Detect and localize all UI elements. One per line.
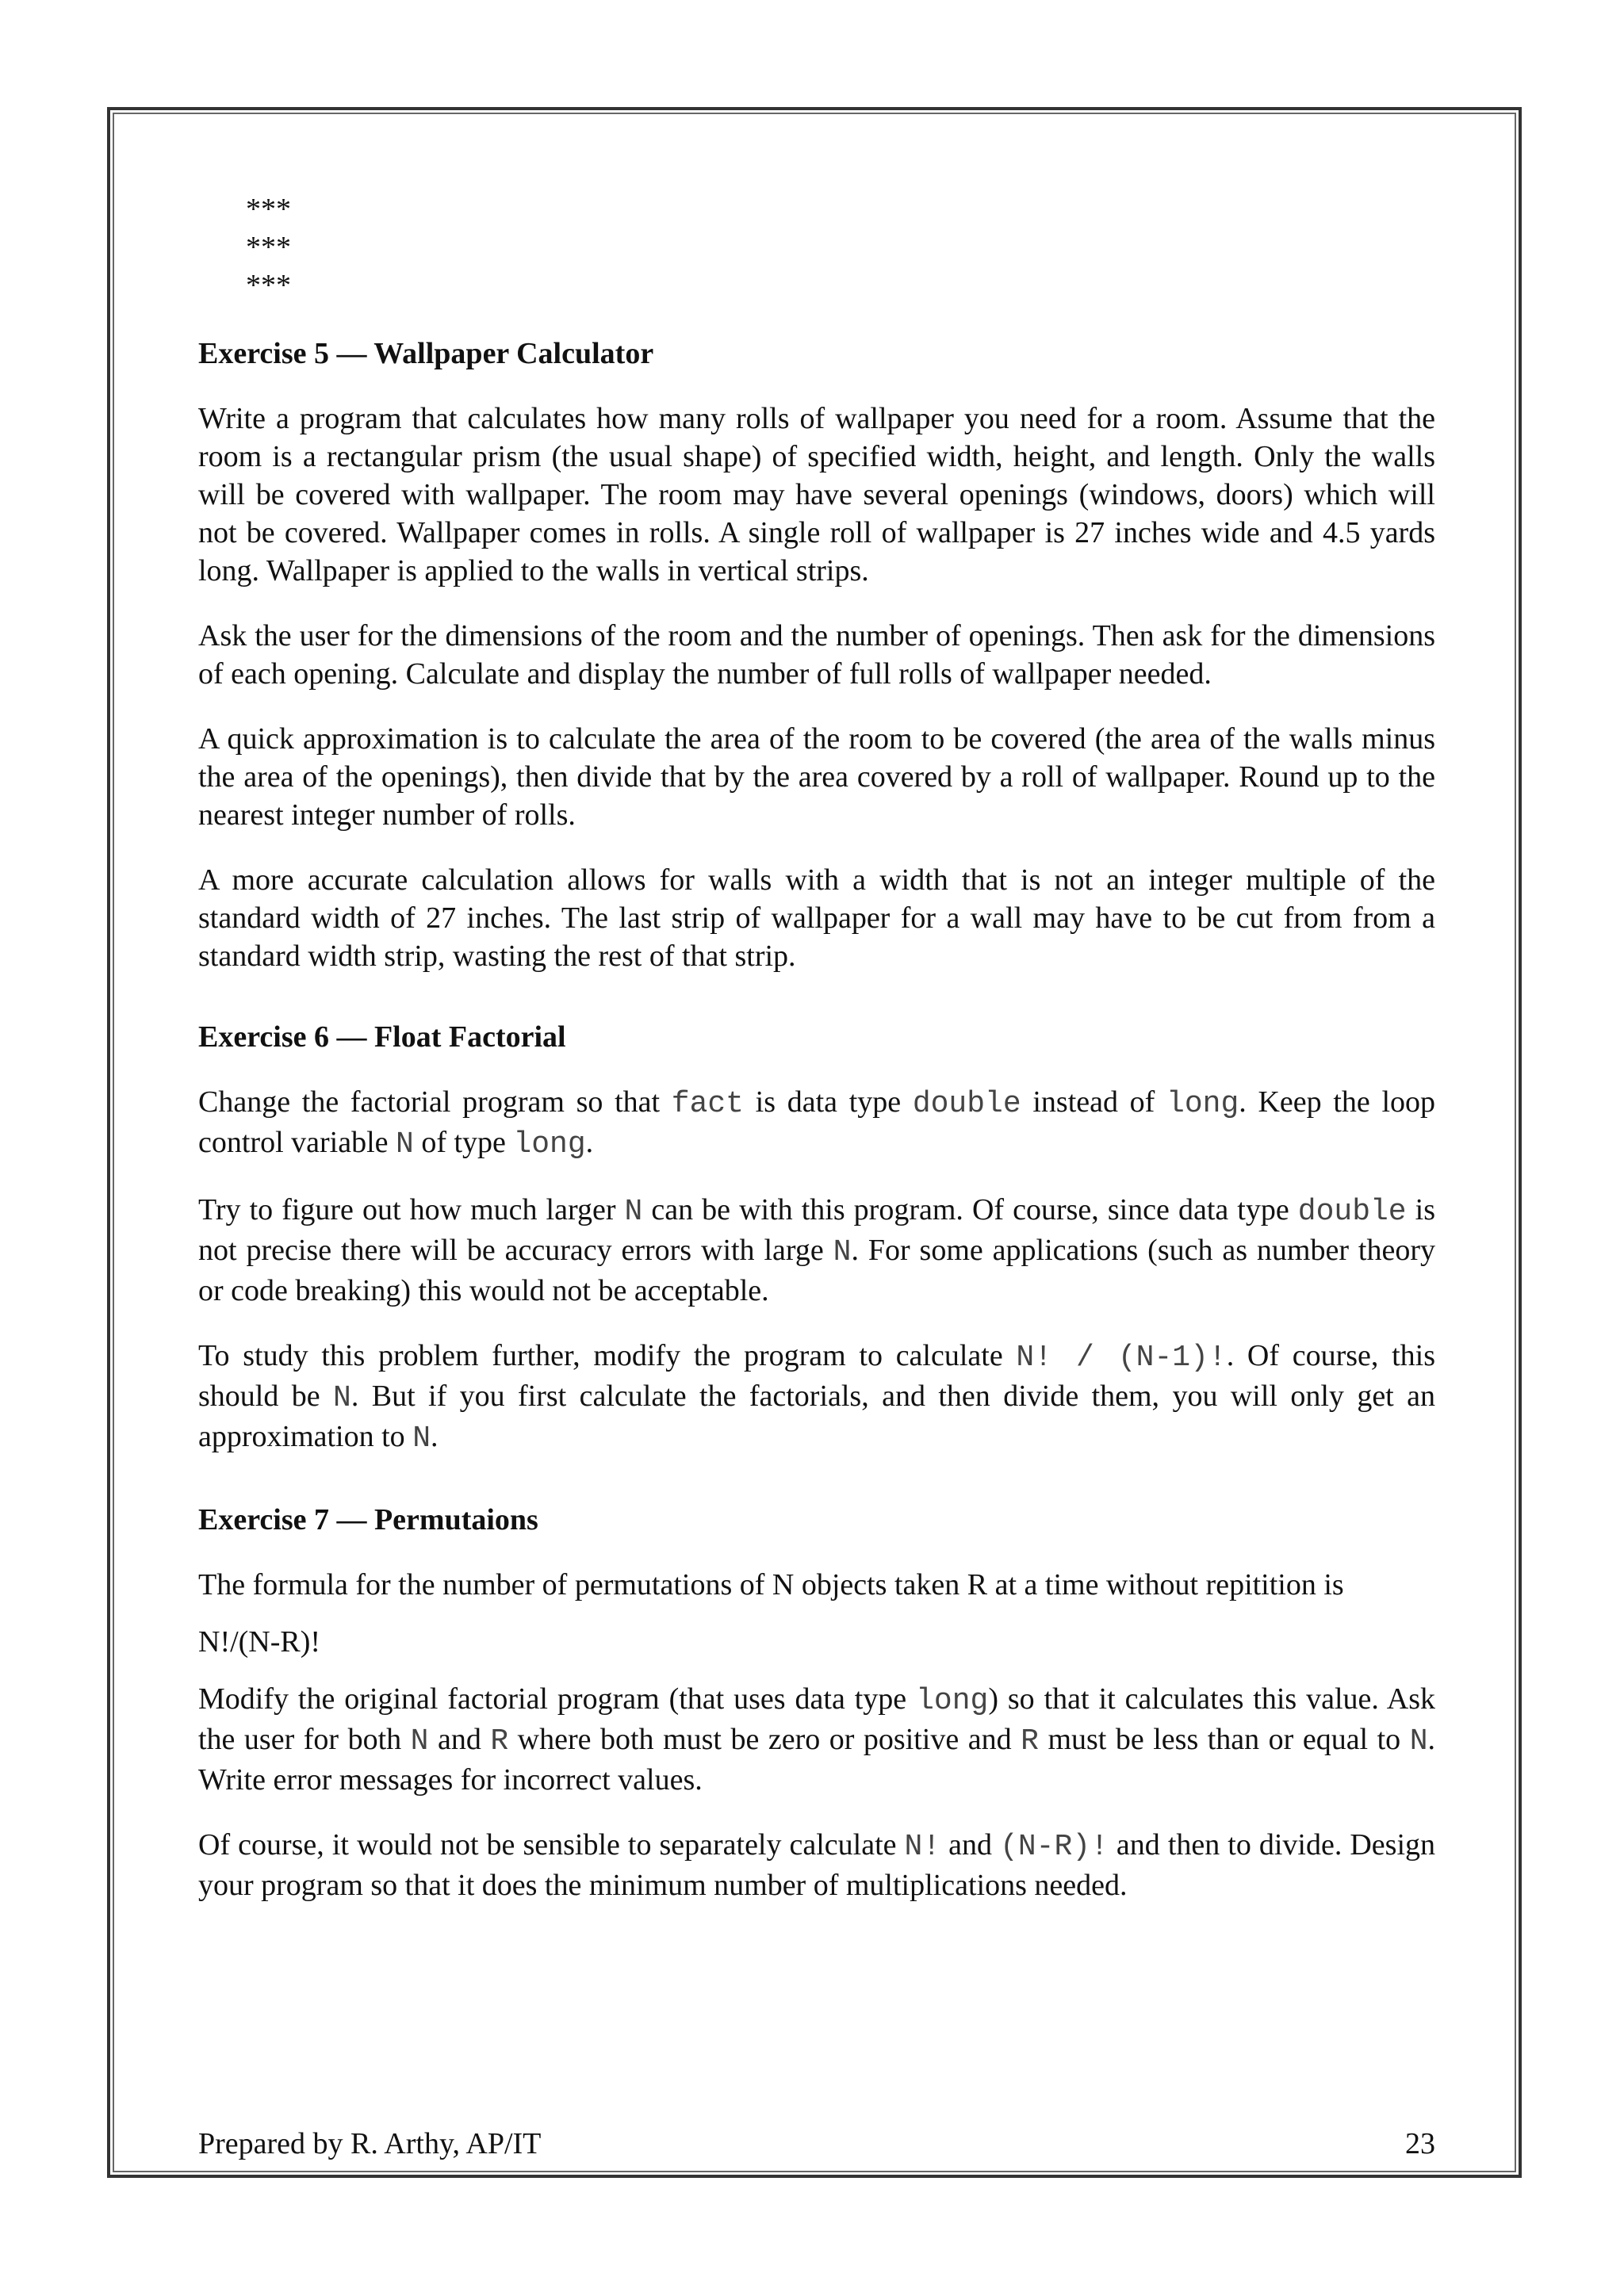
permutation-formula: N!/(N-R)! — [198, 1625, 321, 1659]
exercise-5-paragraph-3: A quick approximation is to calculate the area of the room to be covered (the area of the walls minus the area of the openings), then divide that by the area covered by a roll of wallpaper. Round up to the nearest integer number of rolls. — [198, 722, 1435, 832]
asterisk-line: *** — [246, 193, 291, 226]
code-term: N — [396, 1127, 414, 1161]
text: . Keep the loop control variable — [198, 1085, 1436, 1159]
exercise-7-paragraph-3 — [198, 1826, 1435, 1904]
exercise-6-paragraph-3 — [198, 1337, 1435, 1458]
exercise-5-paragraph-2: Ask the user for the dimensions of the room and the number of openings. Then ask for the dimensions of each opening. Calculate and display the number of full rolls of wallpaper needed. — [198, 619, 1435, 691]
code-term: double — [912, 1087, 1021, 1121]
text: Try to figure out how much larger — [198, 1193, 625, 1226]
text: Change the factorial program so that — [198, 1085, 672, 1119]
exercise-5-paragraph-1: Write a program that calculates how many rolls of wallpaper you need for a room. Assume that the room is a rectangular prism (the usual shape) of specified width, height, and length. Only the walls will be covered with wallpaper. The room may have several openings (windows, doors) which will not be covered. Wallpaper comes in rolls. A single roll of wallpaper is 27 inches wide and 4.5 yards long. Wallpaper is applied to the walls in vertical strips. — [198, 402, 1435, 587]
code-term: N! / (N-1)! — [1016, 1341, 1227, 1375]
text: ) so that it calculates this value. Ask the user for both — [198, 1682, 1435, 1756]
code-term: double — [1297, 1195, 1407, 1229]
code-term: fact — [671, 1087, 744, 1121]
text: is data type — [743, 1085, 913, 1119]
text: and — [940, 1828, 1001, 1862]
text: can be with this program. Of course, since data type — [642, 1193, 1298, 1226]
text: Modify the original factorial program (that uses data type — [198, 1682, 917, 1716]
code-term: N — [412, 1422, 431, 1456]
text: and then to divide. Design your program so that it does the minimum number of multiplications needed. — [198, 1828, 1436, 1902]
code-term: N — [410, 1724, 429, 1758]
code-term: (N-R)! — [1000, 1830, 1109, 1864]
text: of type — [413, 1126, 514, 1159]
code-term: R — [1021, 1724, 1039, 1758]
code-term: N — [833, 1235, 852, 1269]
text: . — [431, 1420, 439, 1453]
text: where both must be zero or positive and — [508, 1723, 1021, 1756]
text: . — [585, 1126, 594, 1159]
text: . Write error messages for incorrect values. — [198, 1723, 1436, 1797]
exercise-5-paragraph-4: A more accurate calculation allows for walls with a width that is not an integer multiple of the standard width of 27 inches. The last strip of wallpaper for a wall may have to be cut from from a standard width strip, wasting the rest of that strip. — [198, 863, 1435, 973]
code-term: long — [1166, 1087, 1239, 1121]
asterisk-lines — [198, 190, 1435, 304]
exercise-6-heading: Exercise 6 — Float Factorial — [198, 1020, 566, 1054]
text: Of course, it would not be sensible to separately calculate — [198, 1828, 905, 1862]
code-term: N — [1409, 1724, 1428, 1758]
text: and — [428, 1723, 491, 1756]
text: instead of — [1021, 1085, 1167, 1119]
exercise-5-heading: Exercise 5 — Wallpaper Calculator — [198, 337, 654, 370]
footer-author: Prepared by R. Arthy, AP/IT — [198, 2127, 542, 2160]
exercise-6-paragraph-1 — [198, 1083, 1435, 1164]
exercise-6-paragraph-2 — [198, 1191, 1435, 1310]
code-term: N — [624, 1195, 643, 1229]
code-term: long — [513, 1127, 586, 1161]
text: is not precise there will be accuracy errors with large — [198, 1193, 1436, 1267]
code-term: R — [490, 1724, 509, 1758]
asterisk-line: *** — [246, 269, 291, 302]
page-content — [198, 190, 1435, 1931]
exercise-7-heading: Exercise 7 — Permutaions — [198, 1503, 538, 1536]
code-term: N — [333, 1381, 351, 1415]
code-term: N! — [904, 1830, 941, 1864]
exercise-7-paragraph-1: The formula for the number of permutations of N objects taken R at a time without repitition is — [198, 1568, 1344, 1601]
code-term: long — [916, 1684, 989, 1718]
asterisk-line: *** — [246, 231, 291, 264]
exercise-7-paragraph-2 — [198, 1680, 1435, 1799]
text: . Of course, this should be — [198, 1339, 1435, 1413]
text: . But if you first calculate the factorials, and then divide them, you will only get an approximation to — [198, 1380, 1436, 1453]
page-number: 23 — [1405, 2127, 1435, 2160]
text: . For some applications (such as number theory or code breaking) this would not be acceptable. — [198, 1234, 1435, 1307]
text: To study this problem further, modify the program to calculate — [198, 1339, 1017, 1372]
text: must be less than or equal to — [1038, 1723, 1410, 1756]
